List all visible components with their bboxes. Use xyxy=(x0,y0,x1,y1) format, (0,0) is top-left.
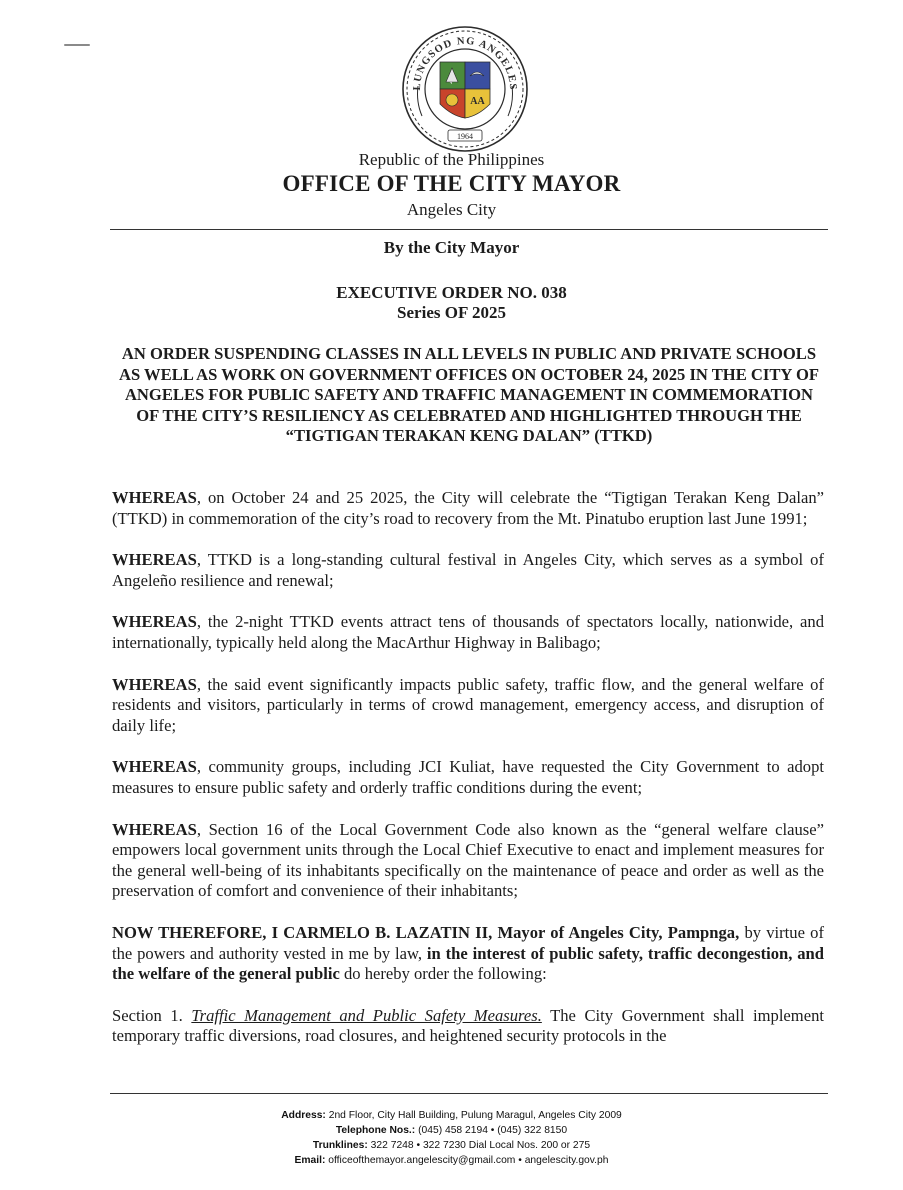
now-therefore-lead: NOW THEREFORE, I CARMELO B. LAZATIN II, Mayor of Angeles City, Pampnga, xyxy=(112,922,740,942)
now-therefore-end: do hereby order the following: xyxy=(339,964,547,984)
whereas-lead: WHEREAS xyxy=(112,757,197,777)
seal-shield xyxy=(440,62,490,118)
seal-badge: AA xyxy=(470,96,485,107)
whereas-paragraph xyxy=(112,820,824,902)
whereas-lead: WHEREAS xyxy=(112,819,197,839)
city-seal xyxy=(400,24,530,154)
whereas-text: , community groups, including JCI Kuliat, have requested the City Government to adopt measures to ensure public safety and orderly traffic conditions during the event; xyxy=(112,757,824,797)
republic-line: Republic of the Philippines xyxy=(358,150,545,169)
footer-email-value[interactable]: officeofthemayor.angelescity@gmail.com • angelescity.gov.ph xyxy=(325,1155,609,1166)
seal-ring-text: LUNGSOD NG ANGELES xyxy=(411,35,519,91)
footer-divider xyxy=(110,1093,828,1094)
whereas-text: , on October 24 and 25 2025, the City will celebrate the “Tigtigan Terakan Keng Dalan” (TTKD) in commemoration of the city’s road to recovery from the Mt. Pinatubo eruption last June 1991; xyxy=(112,488,824,528)
section-1-text: The City Government shall implement temporary traffic diversions, road closures, and heightened security protocols in the xyxy=(112,1005,824,1046)
footer-address-label: Address: xyxy=(281,1110,326,1121)
footer-email-label: Email: xyxy=(294,1155,326,1166)
footer-telephone-value: (045) 458 2194 • (045) 322 8150 xyxy=(415,1125,568,1136)
footer-address xyxy=(0,1108,903,1123)
whereas-paragraph xyxy=(112,612,824,653)
by-line: By the City Mayor xyxy=(383,238,520,257)
order-body xyxy=(112,488,824,1068)
whereas-lead: WHEREAS xyxy=(112,674,197,694)
now-therefore-paragraph xyxy=(112,923,824,985)
whereas-lead: WHEREAS xyxy=(112,488,197,507)
footer-email xyxy=(0,1153,903,1168)
whereas-lead: WHEREAS xyxy=(112,612,197,632)
footer-address-value: 2nd Floor, City Hall Building, Pulung Maragul, Angeles City 2009 xyxy=(325,1110,622,1121)
footer-telephone-label: Telephone Nos.: xyxy=(335,1125,416,1136)
footer xyxy=(0,1108,903,1168)
city-seal-icon xyxy=(400,24,530,154)
now-therefore-bold: in the interest of public safety, traffic decongestion, and the welfare of the general public xyxy=(112,943,825,984)
order-series: Series OF 2025 xyxy=(397,303,506,322)
whereas-lead: WHEREAS xyxy=(112,550,197,570)
footer-telephone xyxy=(0,1123,903,1138)
whereas-paragraph xyxy=(112,675,824,737)
whereas-paragraph xyxy=(112,488,824,529)
whereas-text: , the 2-night TTKD events attract tens of thousands of spectators locally, nationwide, and internationally, typically held along the MacArthur Highway in Balibago; xyxy=(112,612,824,652)
order-heading xyxy=(0,283,903,323)
section-1-heading: Traffic Management and Public Safety Measures. xyxy=(191,1005,542,1025)
order-title: AN ORDER SUSPENDING CLASSES IN ALL LEVELS IN PUBLIC AND PRIVATE SCHOOLS AS WELL AS WORK ON GOVERNMENT OFFICES ON OCTOBER 24, 2025 IN THE CITY OF ANGELES FOR PUBLIC SAFETY AND TRAFFIC MANAGEMENT IN COMMEMORATION OF THE CITY’S RESILIENCY AS CELEBRATED AND HIGHLIGHTED THROUGH THE “TIGTIGAN TERAKAN KENG DALAN” (TTKD) xyxy=(119,344,819,446)
whereas-paragraph xyxy=(112,550,824,591)
header-divider xyxy=(110,229,828,230)
section-1-label: Section 1. xyxy=(112,1005,192,1025)
seal-year: 1964 xyxy=(457,132,473,141)
now-therefore-mid: by virtue of the powers and authority vested in me by law, xyxy=(112,922,824,963)
whereas-paragraph xyxy=(112,757,824,798)
footer-trunklines-label: Trunklines: xyxy=(312,1140,368,1151)
city-name: Angeles City xyxy=(406,200,497,219)
scan-mark xyxy=(64,44,90,46)
footer-trunklines-value: 322 7248 • 322 7230 Dial Local Nos. 200 or 275 xyxy=(367,1140,591,1151)
whereas-text: , Section 16 of the Local Government Code also known as the “general welfare clause” empowers local government units through the Local Chief Executive to enact and implement measures for the general well-being of its inhabitants specifically on the maintenance of peace and order as well as the preservation of comfort and convenience of their inhabitants; xyxy=(112,819,824,901)
order-number: EXECUTIVE ORDER NO. 038 xyxy=(336,283,567,302)
office-title: OFFICE OF THE CITY MAYOR xyxy=(282,171,621,196)
section-1-paragraph xyxy=(112,1006,824,1047)
whereas-text: , TTKD is a long-standing cultural festival in Angeles City, which serves as a symbol of Angeleño resilience and renewal; xyxy=(112,550,824,590)
whereas-text: , the said event significantly impacts public safety, traffic flow, and the general welfare of residents and visitors, particularly in terms of crowd management, emergency access, and disruption of daily life; xyxy=(112,674,824,735)
footer-trunklines xyxy=(0,1138,903,1153)
